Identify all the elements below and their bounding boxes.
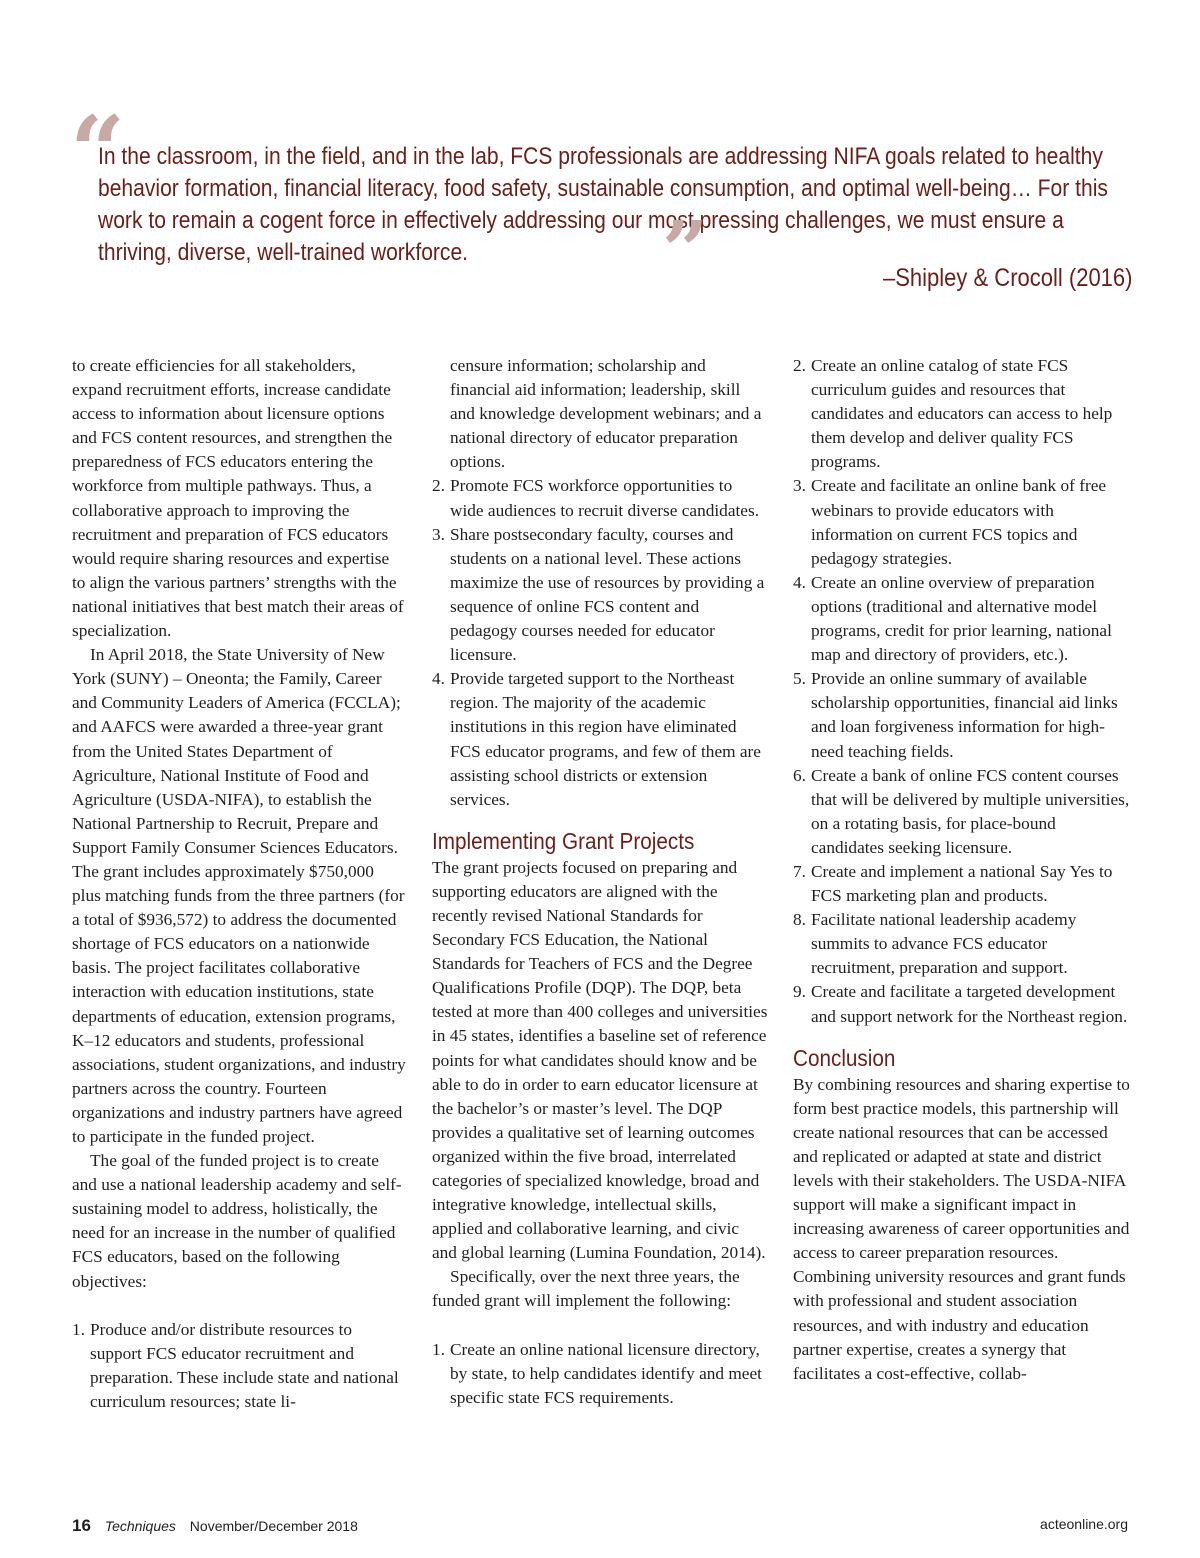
- objectives-list: [72, 1318, 406, 1414]
- section-heading: Implementing Grant Projects: [432, 827, 695, 854]
- list-text: Create an online catalog of state FCS curriculum guides and resources that candidates and educators can access to help them develop and deliver quality FCS programs.: [811, 356, 1113, 472]
- list-number: 9.: [793, 982, 806, 1002]
- section-heading: Conclusion: [793, 1044, 896, 1071]
- column-1: [72, 354, 406, 1414]
- list-number: 6.: [793, 765, 806, 785]
- list-item: [432, 667, 768, 812]
- implementation-list: [432, 1338, 768, 1410]
- page-footer: [72, 1516, 358, 1536]
- implementation-list: [793, 354, 1131, 1029]
- list-text: Create an online national licensure directory, by state, to help candidates identify and meet specific state FCS requirements.: [450, 1339, 762, 1407]
- list-item: [432, 523, 768, 668]
- column-3: [793, 354, 1131, 1386]
- paragraph: By combining resources and sharing expertise to form best practice models, this partnership will create national resources that can be accessed and replicated or adapted at state and district levels with their stakeholders. The USDA-NIFA support will make a significant impact in increasing awareness of career opportunities and access to career preparation resources. Combining university resources and grant funds with professional and student association resources, and with industry and education partner expertise, creates a synergy that facilitates a cost-effective, collab-: [793, 1074, 1130, 1383]
- list-item: [793, 980, 1131, 1028]
- page-number: 16: [72, 1516, 91, 1535]
- list-number: 7.: [793, 861, 806, 881]
- list-item: [793, 354, 1131, 474]
- list-number: 4.: [793, 572, 806, 592]
- pull-quote: In the classroom, in the field, and in the lab, FCS professionals are addressing NIFA goals related to healthy behavior formation, financial literacy, food safety, sustainable consumption, and optimal well-being… For this work to remain a cogent force in effectively addressing our most pressing challenges, we must ensure a thriving, diverse, well-trained workforce.: [98, 143, 1108, 266]
- magazine-name: Techniques: [104, 1518, 176, 1534]
- website-link[interactable]: acteonline.org: [1040, 1516, 1128, 1532]
- column-2: [432, 354, 768, 1410]
- paragraph: Specifically, over the next three years, the funded grant will implement the following:: [432, 1267, 740, 1311]
- list-item: [432, 474, 768, 522]
- list-item: [432, 1338, 768, 1410]
- paragraph: The goal of the funded project is to create and use a national leadership academy and self-sustaining model to address, holistically, the need for an increase in the number of qualified FCS educators, based on the following objectives:: [72, 1151, 402, 1291]
- open-quote-mark: “: [70, 95, 126, 208]
- list-item: [72, 1318, 406, 1414]
- list-number: 4.: [432, 669, 445, 689]
- list-text: Provide targeted support to the Northeast region. The majority of the academic institutions in this region have eliminated FCS educator programs, and few of them are assisting school districts or extension services.: [450, 669, 761, 809]
- list-text: Create and facilitate a targeted development and support network for the Northeast region.: [811, 982, 1128, 1026]
- list-text: Create and facilitate an online bank of free webinars to provide educators with information on current FCS topics and pedagogy strategies.: [811, 476, 1107, 568]
- list-number: 1.: [432, 1339, 445, 1359]
- list-text: Promote FCS workforce opportunities to wide audiences to recruit diverse candidates.: [450, 476, 760, 520]
- list-number: 2.: [793, 356, 806, 375]
- paragraph: In April 2018, the State University of New York (SUNY) – Oneonta; the Family, Career and Community Leaders of America (FCCLA); and AAFCS were awarded a three-year grant from the United States Department of Agriculture, National Institute of Food and Agriculture (USDA-NIFA), to establish the National Partnership to Recruit, Prepare and Support Family Consumer Sciences Educators. The grant includes approximately $750,000 plus matching funds from the three partners (for a total of $936,572) to address the documented shortage of FCS educators on a nationwide basis. The project facilitates collaborative interaction with education institutions, state departments of education, extension programs, K–12 educators and students, professional associations, student organizations, and industry partners across the country. Fourteen organizations and industry partners have agreed to participate in the funded project.: [72, 645, 406, 1146]
- list-item-continuation: censure information; scholarship and financial aid information; leadership, skill and knowledge development webinars; and a national directory of educator preparation options.: [450, 356, 762, 472]
- issue-date: November/December 2018: [189, 1518, 358, 1534]
- paragraph: to create efficiencies for all stakeholders, expand recruitment efforts, increase candidate access to information about licensure options and FCS content resources, and strengthen the preparedness of FCS educators entering the workforce from multiple pathways. Thus, a collaborative approach to improving the recruitment and preparation of FCS educators would require sharing resources and expertise to align the various partners’ strengths with the national initiatives that best match their areas of specialization.: [72, 356, 404, 641]
- list-text: Create a bank of online FCS content courses that will be delivered by multiple universities, on a rotating basis, for place-bound candidates seeking licensure.: [811, 765, 1130, 857]
- list-item: [793, 667, 1131, 763]
- quote-attribution: –Shipley & Crocoll (2016): [882, 264, 1132, 292]
- list-item: [793, 908, 1131, 980]
- list-text: Produce and/or distribute resources to support FCS educator recruitment and preparation. These include state and national curriculum resources; state li-: [90, 1319, 399, 1411]
- list-item: [793, 764, 1131, 860]
- list-number: 2.: [432, 476, 445, 496]
- paragraph: The grant projects focused on preparing and supporting educators are aligned with the recently revised National Standards for Secondary FCS Education, the National Standards for Teachers of FCS and the Degree Qualifications Profile (DQP). The DQP, beta tested at more than 400 colleges and universities in 45 states, identifies a baseline set of reference points for what candidates should know and be able to do in order to earn educator licensure at the bachelor’s or master’s level. The DQP provides a qualitative set of learning outcomes organized within the five broad, interrelated categories of specialized knowledge, broad and integrative knowledge, intellectual skills, applied and collaborative learning, and civic and global learning (Lumina Foundation, 2014).: [432, 857, 768, 1263]
- list-number: 1.: [72, 1319, 85, 1339]
- list-item: [793, 474, 1131, 570]
- objectives-list: [432, 474, 768, 811]
- list-text: Share postsecondary faculty, courses and students on a national level. These actions maximize the use of resources by providing a sequence of online FCS content and pedagogy courses needed for educator licensure.: [450, 524, 765, 665]
- list-text: Create an online overview of preparation options (traditional and alternative model programs, credit for prior learning, national map and directory of providers, etc.).: [811, 572, 1112, 665]
- list-number: 5.: [793, 669, 806, 689]
- list-text: Create and implement a national Say Yes to FCS marketing plan and products.: [811, 861, 1113, 906]
- list-item: [793, 571, 1131, 667]
- list-number: 8.: [793, 910, 806, 930]
- list-number: 3.: [793, 476, 806, 496]
- list-text: Facilitate national leadership academy summits to advance FCS educator recruitment, preparation and support.: [811, 910, 1077, 978]
- list-text: Provide an online summary of available scholarship opportunities, financial aid links and loan forgiveness information for high-need teaching fields.: [811, 669, 1118, 761]
- list-item: [793, 860, 1131, 908]
- list-number: 3.: [432, 524, 445, 544]
- close-quote-mark: ”: [662, 203, 709, 297]
